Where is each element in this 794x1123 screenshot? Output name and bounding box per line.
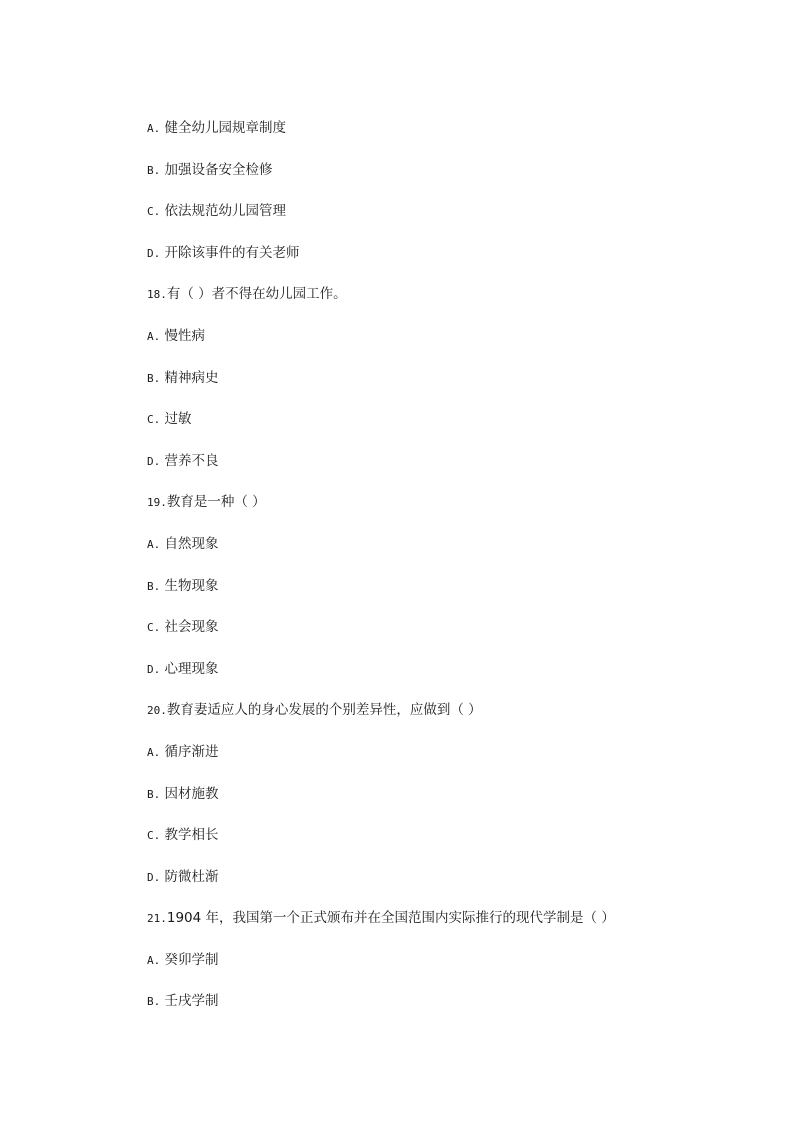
question-list	[147, 117, 707, 1032]
answer-option	[147, 658, 707, 700]
answer-option	[147, 949, 707, 991]
option-text: 开除该事件的有关老师	[164, 244, 300, 261]
question-text: 有（ ）者不得在幼儿园工作。	[166, 286, 347, 303]
option-text: 自然现象	[164, 535, 219, 552]
option-letter: B.	[147, 579, 161, 593]
option-letter: C.	[147, 205, 161, 219]
answer-option	[147, 367, 707, 409]
option-letter: C.	[147, 413, 161, 427]
answer-option	[147, 117, 707, 159]
option-letter: D.	[147, 454, 161, 468]
option-letter: C.	[147, 621, 161, 635]
question-text: 教育是一种（ ）	[166, 494, 266, 511]
option-text: 社会现象	[164, 619, 219, 636]
answer-option	[147, 616, 707, 658]
answer-option	[147, 200, 707, 242]
option-text: 精神病史	[164, 369, 219, 386]
answer-option	[147, 242, 707, 284]
question-stem	[147, 283, 707, 325]
option-letter: C.	[147, 829, 161, 843]
answer-option	[147, 325, 707, 367]
answer-option	[147, 575, 707, 617]
option-text: 过敏	[164, 411, 192, 428]
option-letter: D.	[147, 246, 161, 260]
question-number: 18.	[147, 288, 167, 302]
option-letter: B.	[147, 995, 161, 1009]
option-text: 教学相长	[164, 827, 219, 844]
option-text: 加强设备安全检修	[164, 161, 273, 178]
option-text: 健全幼儿园规章制度	[164, 120, 287, 136]
option-letter: A.	[147, 953, 161, 967]
option-letter: B.	[147, 163, 161, 177]
option-letter: B.	[147, 787, 161, 801]
option-text: 壬戌学制	[164, 993, 219, 1010]
answer-option	[147, 783, 707, 825]
option-text: 依法规范幼儿园管理	[164, 203, 287, 220]
answer-option	[147, 159, 707, 201]
answer-option	[147, 450, 707, 492]
answer-option	[147, 533, 707, 575]
question-stem	[147, 699, 707, 741]
option-text: 心理现象	[164, 660, 219, 677]
question-stem	[147, 491, 707, 533]
answer-option	[147, 741, 707, 783]
option-letter: B.	[147, 371, 161, 385]
option-text: 癸卯学制	[164, 951, 219, 968]
option-text: 循序渐进	[164, 743, 219, 760]
option-letter: A.	[147, 537, 161, 551]
question-text: 1904 年，我国第一个正式颁布并在全国范围内实际推行的现代学制是（ ）	[166, 910, 615, 927]
option-letter: D.	[147, 870, 161, 884]
answer-option	[147, 824, 707, 866]
question-text: 教育妻适应人的身心发展的个别差异性，应做到（ ）	[166, 702, 482, 719]
option-text: 生物现象	[164, 577, 219, 594]
answer-option	[147, 866, 707, 908]
option-text: 因材施教	[164, 785, 219, 802]
option-letter: A.	[147, 745, 161, 759]
answer-option	[147, 408, 707, 450]
option-letter: A.	[147, 329, 161, 343]
option-text: 慢性病	[164, 327, 206, 344]
question-stem	[147, 907, 707, 949]
question-number: 20.	[147, 704, 167, 718]
option-letter: A.	[147, 122, 161, 135]
option-letter: D.	[147, 662, 161, 676]
option-text: 营养不良	[164, 452, 219, 469]
question-number: 21.	[147, 912, 167, 926]
option-text: 防微杜渐	[164, 868, 219, 885]
answer-option	[147, 990, 707, 1032]
question-number: 19.	[147, 496, 167, 510]
